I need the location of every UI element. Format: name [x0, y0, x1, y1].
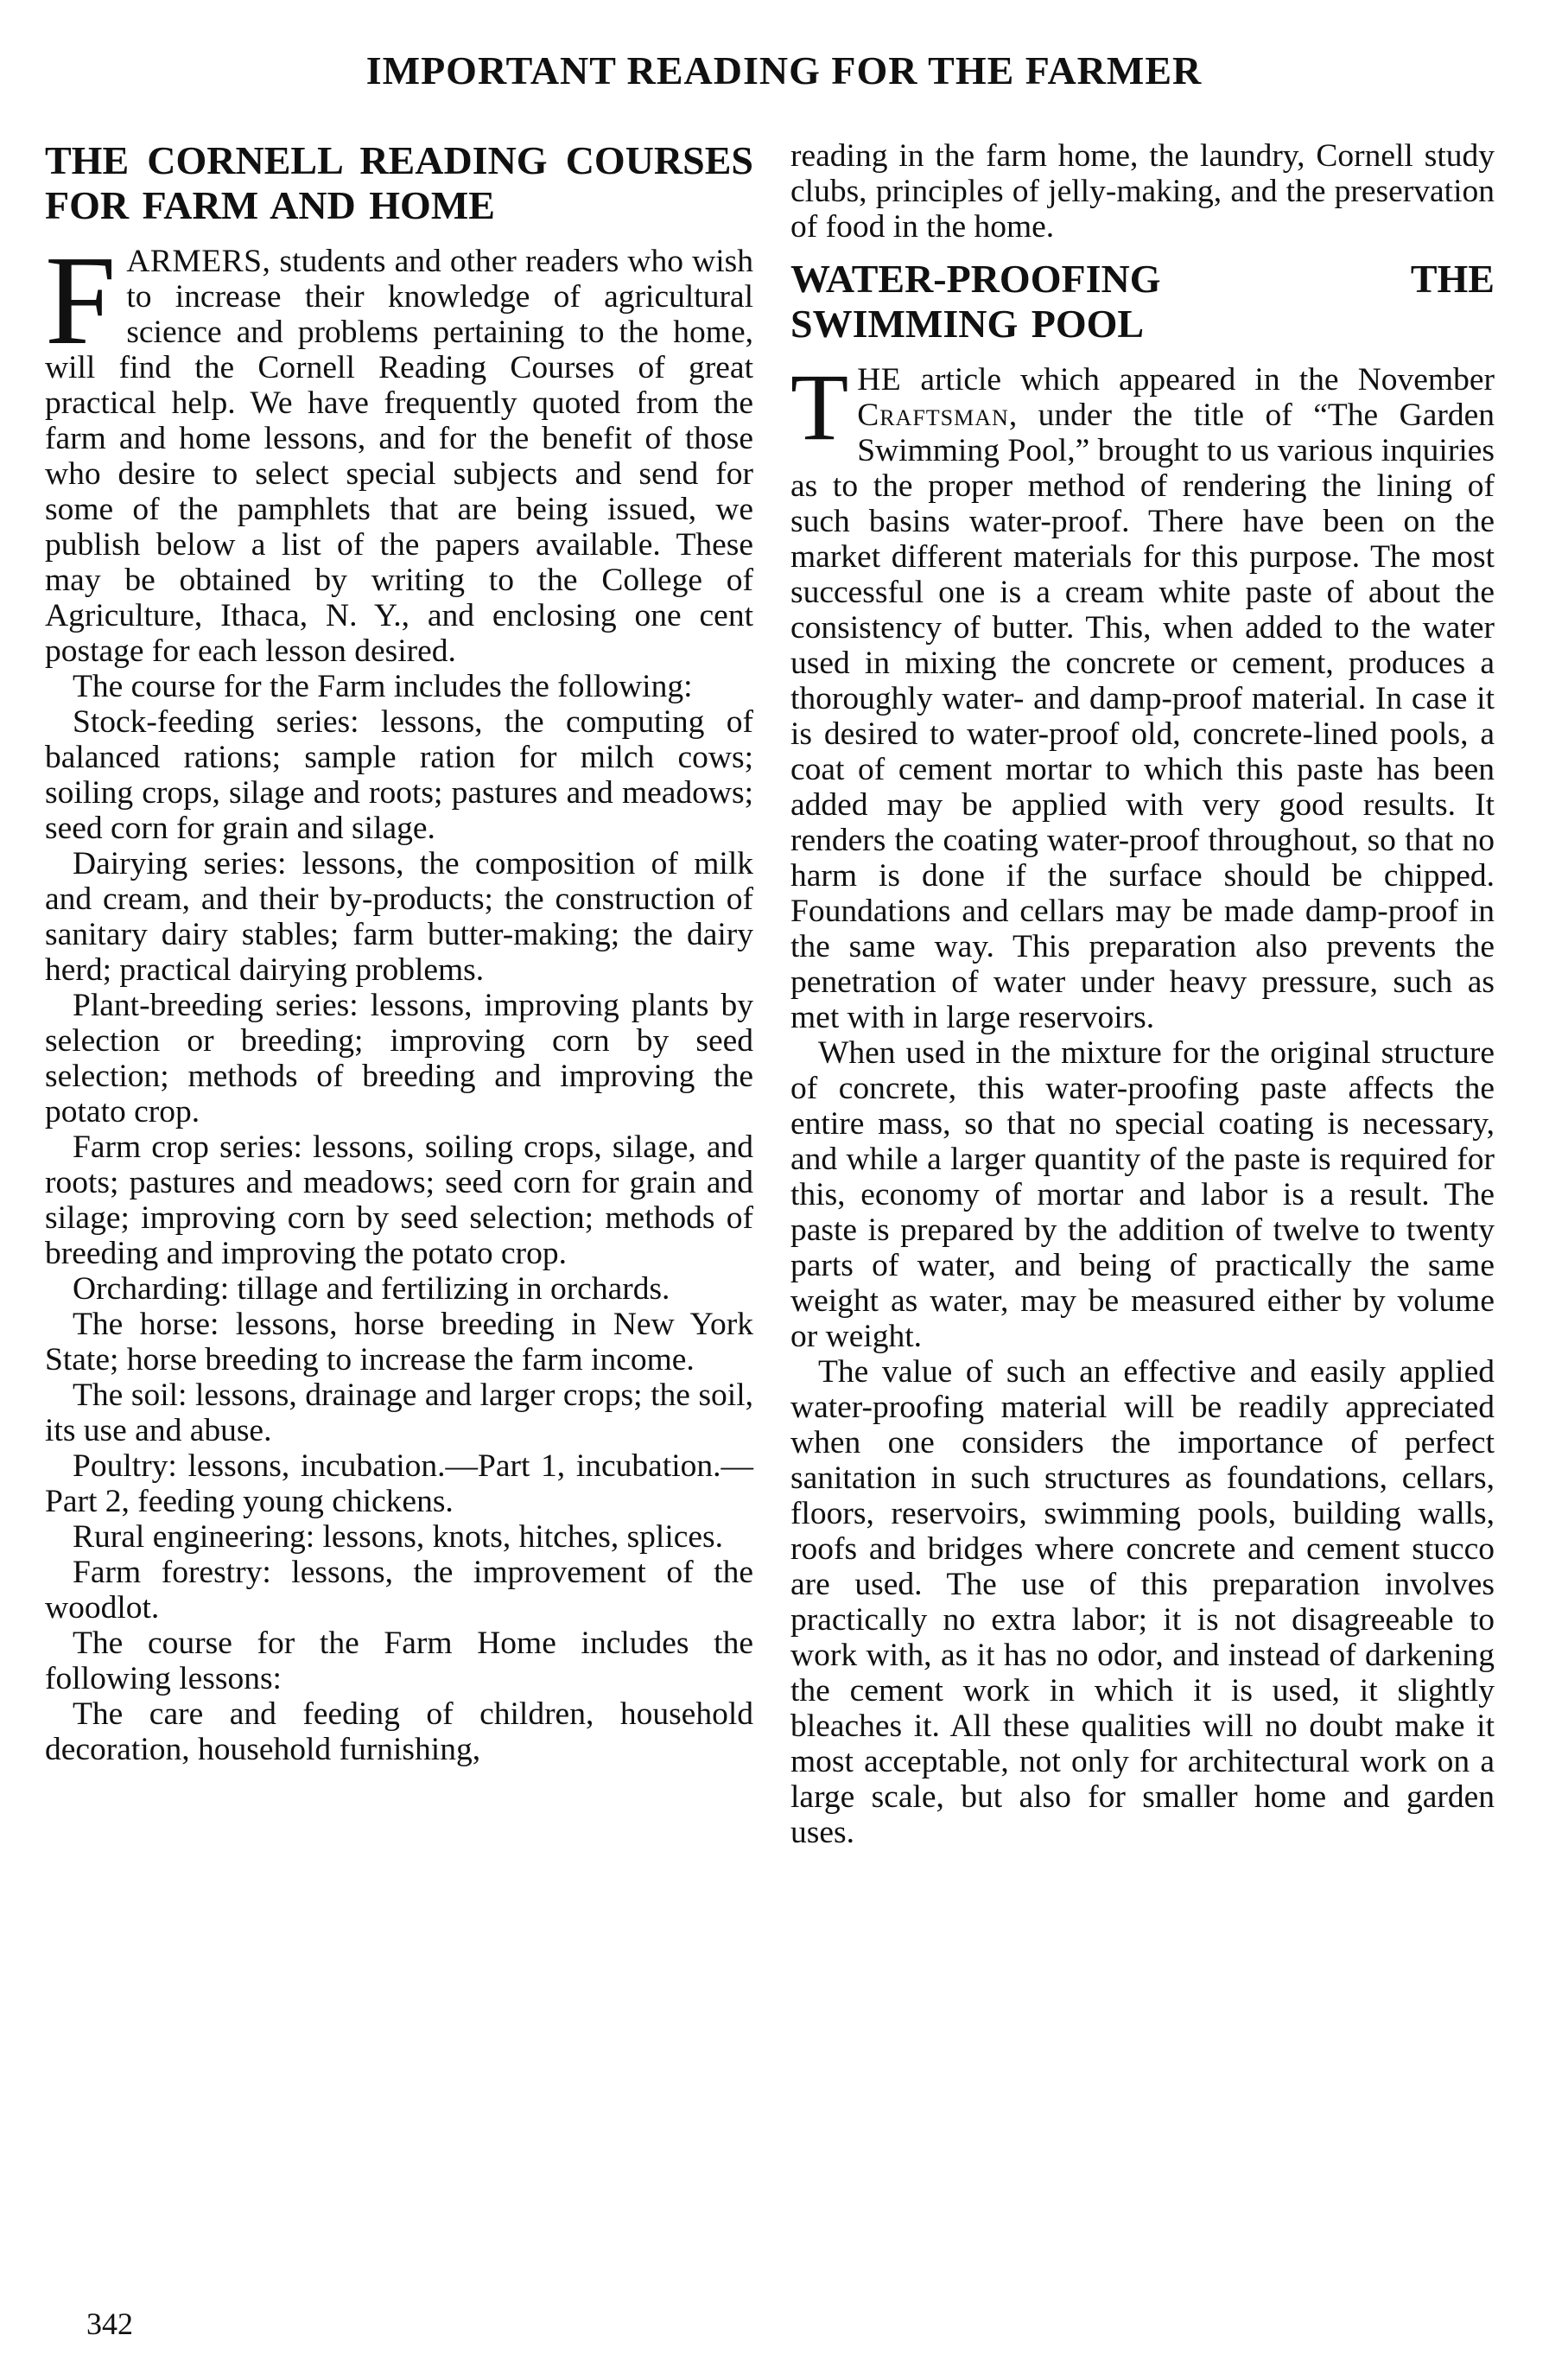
- intro-body-text: students and other readers who wish to increase their knowledge of agricultural science and problems pertaining to the home, will find the Cornell Reading Courses of great practical help. We have frequently quoted from the farm and home lessons, and for the benefit of those who desire to select special subjects and send for some of the pamphlets that are being issued, we publish below a list of the papers available. These may be obtained by writing to the College of Agriculture, Ithaca, N. Y., and enclosing one cent postage for each lesson desired.: [45, 244, 753, 669]
- cornell-article-heading: THE CORNELL READING COURSES FOR FARM AND HOME: [45, 138, 753, 227]
- intro-first-word: ARMERS,: [126, 244, 271, 279]
- intro-text-before-magazine: article which appeared in the November: [901, 362, 1495, 398]
- plant-breeding-series: Plant-breeding series: lessons, improving plants by selection or breeding; improving corn by seed selection; methods of breeding and improving the potato crop.: [45, 988, 753, 1129]
- soil-lessons: The soil: lessons, drainage and larger crops; the soil, its use and abuse.: [45, 1378, 753, 1448]
- running-head: IMPORTANT READING FOR THE FARMER: [365, 48, 1203, 92]
- horse-lessons: The horse: lessons, horse breeding in New York State; horse breeding to increase the farm income.: [45, 1307, 753, 1378]
- original-structure-paragraph: When used in the mixture for the original structure of concrete, this water-proofing paste affects the entire mass, so that no special coating is necessary, and while a larger quantity of the paste is required for this, economy of mortar and labor is a result. The paste is prepared by the addition of twelve to twenty parts of water, and being of practically the same weight as water, may be measured either by volume or weight.: [790, 1035, 1495, 1354]
- cornell-continuation: reading in the farm home, the laundry, Cornell study clubs, principles of jelly-making, and the preservation of food in the home.: [790, 138, 1495, 245]
- intro-text-after-magazine: , under the title of “The Garden Swimming Pool,” brought to us various inquiries as to the proper method of rendering the lining of such basins water-proof. There have been on the market different materials for this purpose. The most successful one is a cream white paste of about the consistency of butter. This, when added to the water used in mixing the concrete or cement, produces a thoroughly water- and damp-proof material. In case it is desired to water-proof old, concrete-lined pools, a coat of cement mortar to which this paste has been added may be applied with very good results. It renders the coating water-proof throughout, so that no harm is done if the surface should be chipped. Foundations and cellars may be made damp-proof in the same way. This preparation also prevents the penetration of water under heavy pressure, such as met with in large reservoirs.: [790, 398, 1495, 1035]
- farm-home-course-intro: The course for the Farm Home includes the following lessons:: [45, 1626, 753, 1696]
- cornell-intro-paragraph: [45, 230, 753, 669]
- drop-cap-f: F: [45, 230, 117, 372]
- page-number: 342: [86, 2307, 133, 2341]
- magazine-name: Craftsman: [857, 398, 1009, 433]
- water-proofing-article-heading: WATER-PROOFING THE SWIMMING POOL: [790, 257, 1495, 346]
- water-proofing-intro-paragraph: [790, 354, 1495, 1035]
- value-paragraph: The value of such an effective and easily applied water-proofing material will be readily appreciated when one considers the importance of perfect sanitation in such structures as foundations, cellars, floors, reservoirs, swimming pools, building walls, roofs and bridges where concrete and cement stucco are used. The use of this preparation involves practically no extra labor; it is not disagreeable to work with, as it has no odor, and instead of darkening the cement work in which it is used, it slightly bleaches it. All these qualities will no doubt make it most acceptable, not only for architectural work on a large scale, but also for smaller home and garden uses.: [790, 1354, 1495, 1850]
- drop-cap-t: T: [790, 354, 849, 460]
- stock-feeding-series: Stock-feeding series: lessons, the computing of balanced rations; sample ration for milch cows; soiling crops, silage and roots; pastures and meadows; seed corn for grain and silage.: [45, 704, 753, 846]
- farm-course-intro: The course for the Farm includes the following:: [73, 669, 693, 704]
- right-column: [790, 138, 1495, 1850]
- rural-engineering-lessons: Rural engineering: lessons, knots, hitches, splices.: [73, 1519, 724, 1555]
- orcharding-lessons: Orcharding: tillage and fertilizing in orchards.: [73, 1271, 670, 1307]
- dairying-series: Dairying series: lessons, the composition of milk and cream, and their by-products; the construction of sanitary dairy stables; farm butter-making; the dairy herd; practical dairying problems.: [45, 846, 753, 988]
- farm-forestry-lessons: Farm forestry: lessons, the improvement of the woodlot.: [45, 1555, 753, 1626]
- farm-home-lessons: The care and feeding of children, household decoration, household furnishing,: [45, 1696, 753, 1767]
- intro-first-word: HE: [857, 362, 902, 398]
- farm-crop-series: Farm crop series: lessons, soiling crops, silage, and roots; pastures and meadows; seed corn for grain and silage; improving corn by seed selection; methods of breeding and improving the potato crop.: [45, 1129, 753, 1271]
- poultry-lessons: Poultry: lessons, incubation.—Part 1, incubation.—Part 2, feeding young chickens.: [45, 1448, 753, 1519]
- left-column: [45, 138, 753, 1767]
